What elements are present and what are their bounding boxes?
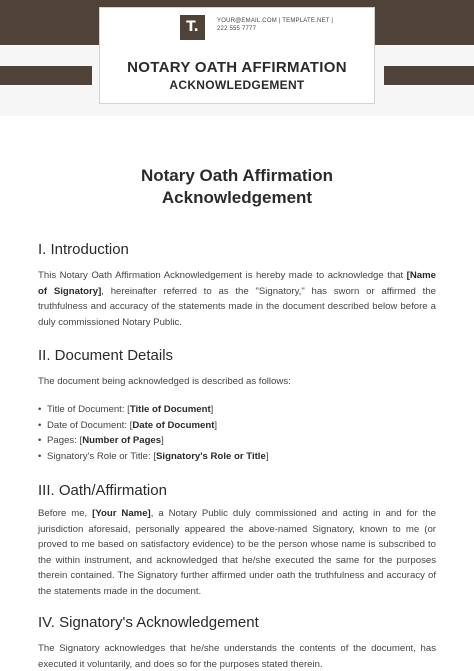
date-placeholder: Date of Document <box>132 419 215 431</box>
header-card <box>99 7 375 104</box>
document-header <box>0 0 474 116</box>
section-heading-signatory-acknowledgement: IV. Signatory's Acknowledgement <box>38 614 259 631</box>
header-title: NOTARY OATH AFFIRMATION <box>127 59 347 76</box>
list-item: • Pages: [Number of Pages] <box>38 433 268 449</box>
contact-line-phone: 222 555 7777 <box>217 26 257 32</box>
pages-placeholder: Number of Pages <box>82 435 162 446</box>
header-band-left <box>0 66 92 85</box>
list-item: • Date of Document: [Date of Document] <box>38 418 268 434</box>
signatory-acknowledgement-paragraph: The Signatory acknowledges that he/she understands the contents of the document, has executed it voluntarily, and does so for the purposes stated therein. <box>38 643 436 670</box>
oath-paragraph <box>38 506 436 599</box>
document-title-line2: Acknowledgement <box>161 188 313 207</box>
title-placeholder: Title of Document <box>129 404 211 415</box>
header-subtitle: ACKNOWLEDGEMENT <box>169 78 305 92</box>
document-title <box>0 165 474 209</box>
introduction-paragraph <box>38 268 436 330</box>
section-heading-oath-affirmation: III. Oath/Affirmation <box>38 482 167 499</box>
contact-info <box>217 17 333 33</box>
oath-text-start: Before me, <box>38 508 93 519</box>
document-title-line1: Notary Oath Affirmation <box>140 166 334 185</box>
role-placeholder: Signatory's Role or Title <box>156 450 266 462</box>
list-item: • Title of Document: [Title of Document] <box>38 402 268 418</box>
document-details-list <box>38 402 268 464</box>
document-details-intro: The document being acknowledged is described as follows: <box>38 376 291 387</box>
contact-line-email-site: YOUR@EMAIL.COM | TEMPLATE.NET | <box>217 18 334 24</box>
section-heading-introduction: I. Introduction <box>38 241 129 258</box>
oath-text-end: , a Notary Public duly commissioned and acting in and for the jurisdiction aforesaid, personally appeared the above-named Signatory, known to me (or proved to me based on satisfactory evidence) to be the person whose name is subscribed to the within instrument, and acknowledged that he/she executed the same for the purposes therein contained. The Signatory further affirmed under oath the truthfulness and accuracy of the statements made in the document. <box>38 508 436 597</box>
intro-text-end: , hereinafter referred to as the "Signatory," has sworn or affirmed the truthfulness and accuracy of the statements made in the document described below before a duly commissioned Notary Public. <box>38 285 436 328</box>
list-item: • Signatory's Role or Title: [Signatory's Role or Title] <box>38 449 268 465</box>
header-band-right <box>384 66 474 85</box>
template-logo: T. <box>180 15 205 40</box>
intro-text-start: This Notary Oath Affirmation Acknowledgement is hereby made to acknowledge that <box>38 270 407 281</box>
signatory-name-placeholder: [Name of Signatory] <box>38 270 436 297</box>
section-heading-document-details: II. Document Details <box>38 347 174 364</box>
notary-name-placeholder: [Your Name] <box>92 508 151 519</box>
